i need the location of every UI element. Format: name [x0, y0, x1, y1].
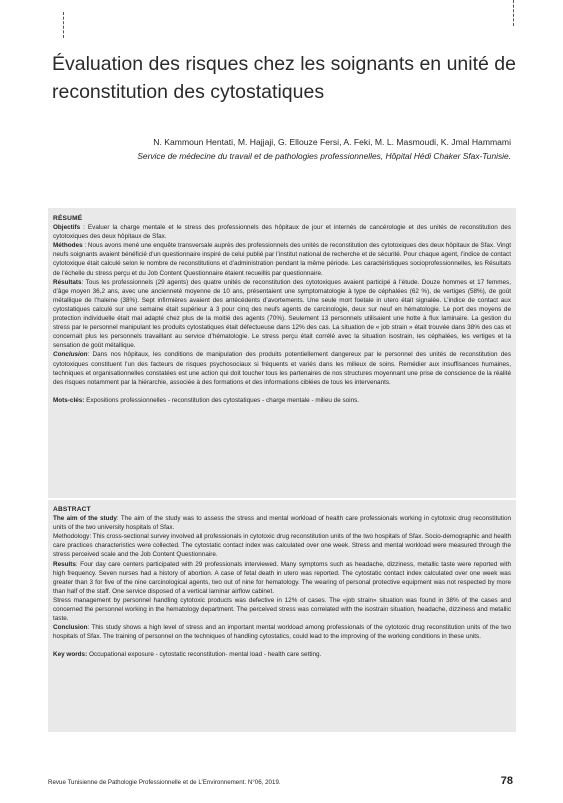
objectifs-label: Objectifs — [53, 224, 81, 232]
resume-spacer — [53, 387, 511, 396]
key-words-label: Key words: — [53, 651, 88, 659]
mots-cles-label: Mots-clés: — [53, 396, 85, 404]
resume-conclusion — [53, 350, 511, 386]
authors-line: N. Kammoun Hentati, M. Hajjaji, G. Ellouze Fersi, A. Feki, M. L. Masmoudi, K. Jmal Hammami — [153, 137, 511, 147]
objectifs-text: : Evaluer la charge mentale et le stress des professionnels des hôpitaux de jour et internés de cancérologie et des unités de reconstitution des cytotoxiques des deux hôpitaux de Sfax. — [53, 224, 511, 241]
resume-methodes — [53, 241, 511, 277]
abstract-box — [48, 500, 516, 732]
abstract-conclusion — [53, 623, 511, 641]
resume-objectifs — [53, 223, 511, 241]
abstract-content — [53, 505, 511, 660]
resume-resultats — [53, 278, 511, 351]
resume-keywords — [53, 396, 511, 405]
abstract-methodology: Methodology: This cross-sectional survey involved all professionals in cytotoxic drug reconstitution units of the two hospitals of Sfax. Socio-demographic and health care practices characteristics were collected. The cytostatic contact index was calculated over one week. Stress and mental workload were measured through the stress perceived scale and the Job Content Questionnaire. — [53, 533, 511, 559]
resultats-text: : Tous les professionnels (29 agents) des quatre unités de reconstitution des cytotoxiques avaient participé à l’étude. Douze hommes et 17 femmes, d’âge moyen 36,2 ans, avec une ancienneté moyenne de 10 ans, présentaient une symptomatologie à type de céphalées (62 %), de vertiges (58%), de goût métallique de l’haleine (38%). Sept infirmières avaient des antécédents d’avortements. Une seule mort foetale in utero était signalée. L’indice de contact aux cytostatiques calculé sur une semaine était supérieur à 3 pour cinq des neufs agents de carcinologie, deux sur neuf en hématologie. Le port des moyens de protection individuelle était mal adapté chez plus de la moitié des agents (70%). Seulement 13 personnels utilisaient une hotte à flux laminaire. La gestion du stress par le personnel manipulant les produits cytostatiques était défectueuse dans 12% des cas. La situation de « job strain » était trouvée dans 38% des cas et concernait plus les personnels travaillant au service d’hématologie. Le stress perçu était corrélé avec la situation isostrain, les céphalées, les vertiges et la sensation de goût métallique. — [53, 278, 511, 350]
resume-box — [48, 208, 516, 498]
methodes-label: Méthodes — [53, 242, 83, 250]
journal-footer: Revue Tunisienne de Pathologie Professionnelle et de L’Environnement. N°06, 2019. — [48, 779, 281, 786]
results-text: : Four day care centers participated with 29 professionals interviewed. Many symptoms such as headache, dizziness, metallic taste were reported with high frequency. Seven nurses had a history of abortion. A case of fetal death in utero was reported. The cytostatic contact index calculated over one week was greater than 3 for five of the nine carcinological agents, two out of nine for hematology. The wearing of personal protective equipment was not respected by more than half of the staff. One service disposed of a vertical laminar airflow cabinet. — [53, 560, 511, 595]
key-words-text: Occupational exposure - cytostatic reconstitution- mental load - health care setting. — [87, 651, 322, 659]
abstract-stress: Stress management by personnel handling cytotoxic products was defective in 12% of cases. The «job strain» situation was found in 38% of the cases and concerned the personnel working in the hematology department. The perceived stress was correlated with the isostrain situation, headache, dizziness and metallic taste. — [53, 596, 511, 623]
resume-content — [53, 214, 511, 405]
mots-cles-text: Expositions professionnelles - reconstitution des cytostatiques - charge mentale - milieu de soins. — [84, 396, 360, 404]
aim-label: The aim of the study — [53, 515, 117, 523]
methodes-text: : Nous avons mené une enquête transversale auprès des professionnels des unités de reconstitution des cytotoxiques des deux hôpitaux de Sfax. Vingt neufs soignants avaient bénéficié d’un questionnaire inspiré de celui publié par l’institut national de recherche et de sécurité. Pour chaque agent, l’indice de contact cytotoxique était calculé selon le nombre de reconstitutions et d’administration pendant la même période. Les caractéristiques socioprofessionnelles, les Résultats de l’échelle du stress perçu et du Job Content Questionnaire étaient recueillis par questionnaire. — [53, 242, 511, 277]
abstract-keywords — [53, 650, 511, 659]
conclusion-text-fr: : Dans nos hôpitaux, les conditions de manipulation des produits potentiellement dangereux par le personnel des unités de reconstitution des cytotoxiques constituent l’un des facteurs de risques psychosociaux si fréquents et variés dans les milieux de soins. Remédier aux insuffisances humaines, techniques et organisationnelles constatées est une action qui doit toucher tous les partenaires de nos structures moyennant une prise de conscience de la réalité des risques notamment par la hiérarchie, associée à des formations et des informations ciblées de tous les intervenants. — [53, 351, 511, 386]
article-title: Évaluation des risques chez les soignants en unité de reconstitution des cytostatiques — [52, 53, 516, 103]
affiliation-line: Service de médecine du travail et de pathologies professionnelles, Hôpital Hédi Chaker Sfax-Tunisie. — [137, 151, 511, 161]
abstract-spacer — [53, 641, 511, 650]
page-number: 78 — [500, 775, 513, 787]
conclusion-text-en: : This study shows a high level of stress and an important mental workload among professionals of the cytotoxic drug reconstitution units of the two hospitals of Sfax. The training of personnel on the techniques of handling cytostatics, could lead to the improving of the working conditions in these units. — [53, 624, 511, 641]
aim-text: : The aim of the study was to assess the stress and mental workload of health care professionals working in cytotoxic drug reconstitution units of the two university hospitals of Sfax. — [53, 515, 512, 532]
conclusion-label-en: Conclusion — [53, 624, 88, 632]
crop-mark-left — [63, 12, 66, 38]
conclusion-label-fr: Conclusion — [53, 351, 88, 359]
resultats-label: Résultats — [53, 278, 82, 286]
crop-mark-right — [513, 0, 516, 26]
abstract-heading: ABSTRACT — [53, 506, 91, 513]
abstract-results — [53, 560, 511, 596]
abstract-aim — [53, 514, 511, 532]
results-label: Results — [53, 560, 76, 568]
resume-heading: RÉSUMÉ — [53, 215, 83, 222]
